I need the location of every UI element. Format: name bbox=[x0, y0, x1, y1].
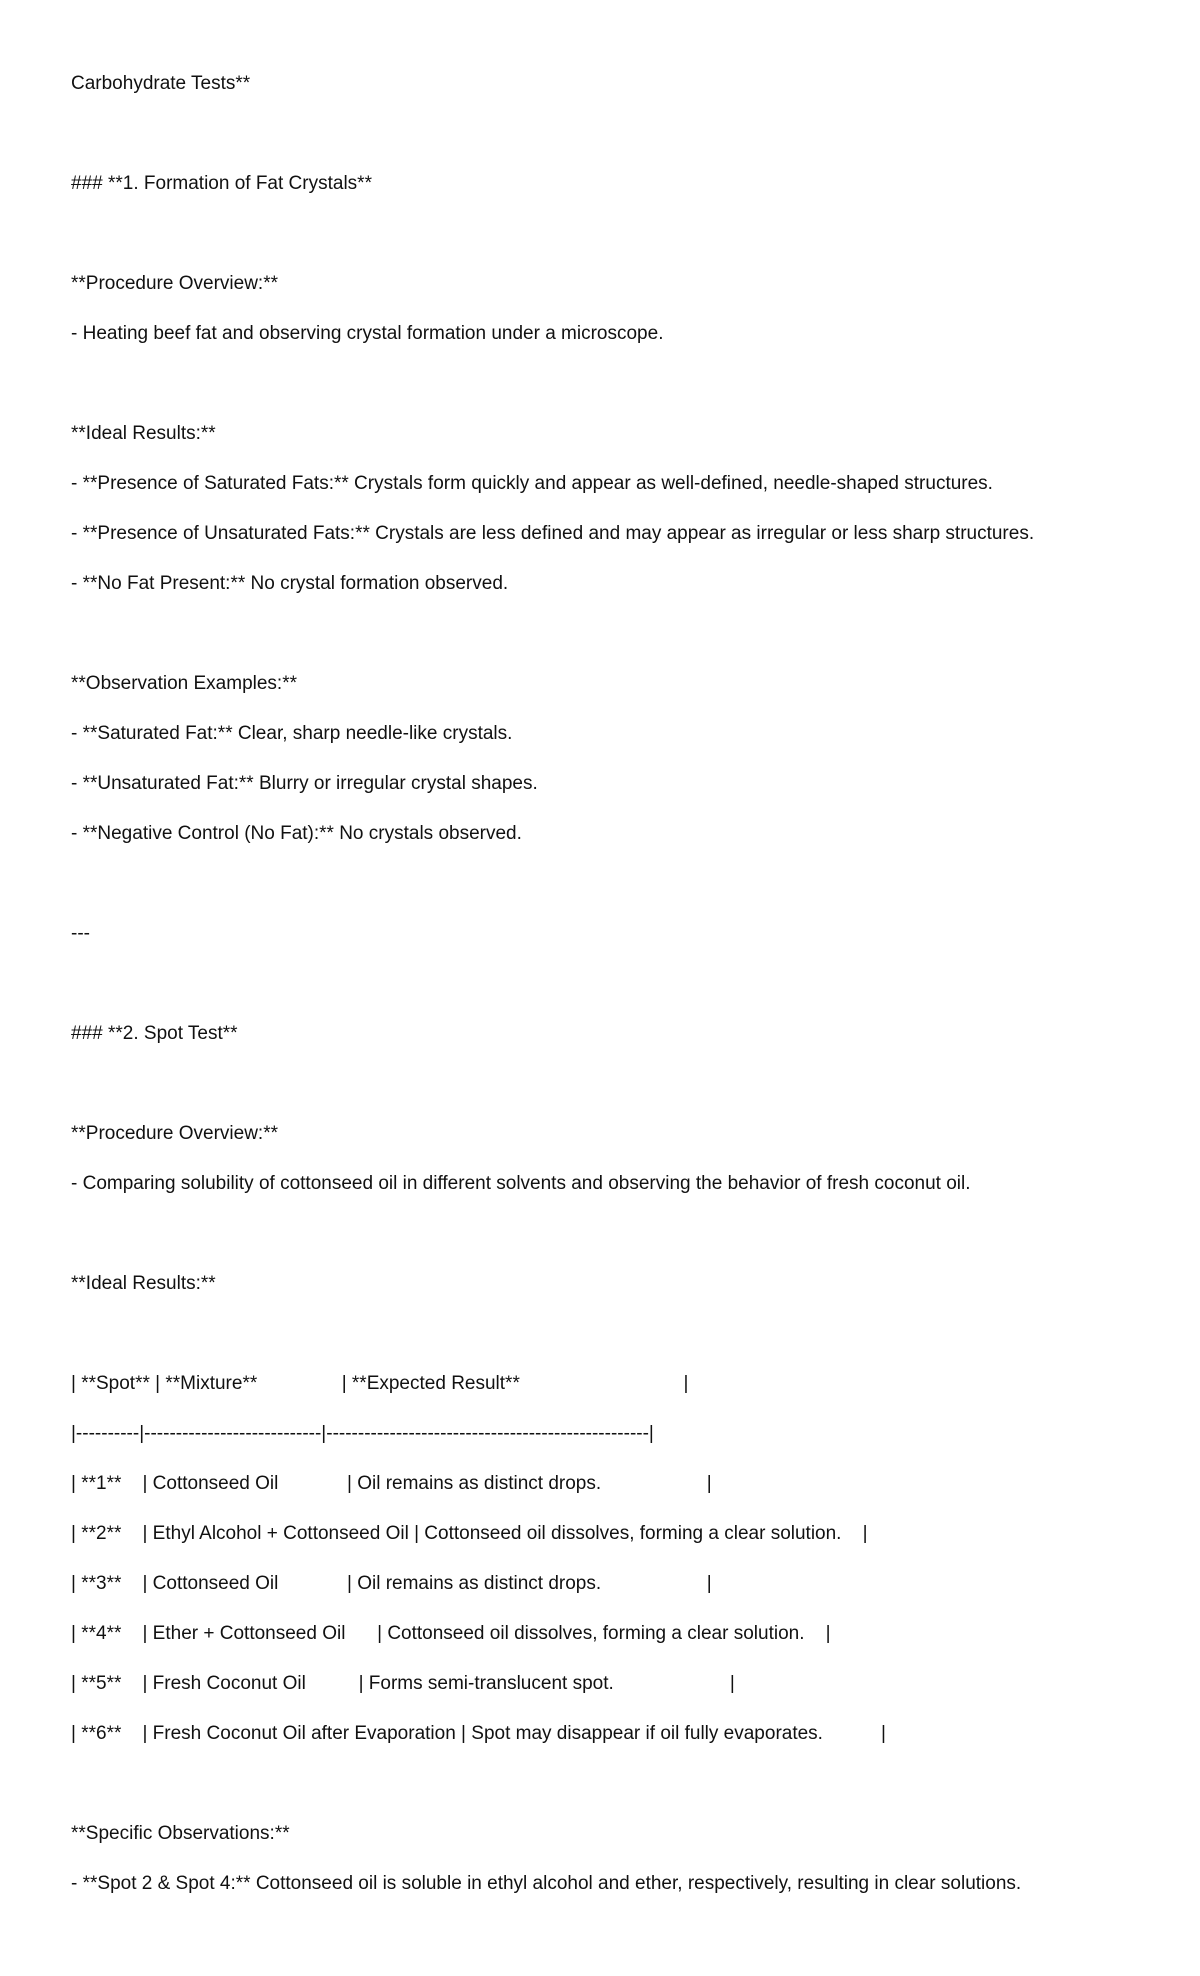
section-1-heading: ### **1. Formation of Fat Crystals** bbox=[71, 173, 372, 194]
table-header-row: | **Spot** | **Mixture** | **Expected Result** | bbox=[71, 1373, 689, 1394]
section-2-heading: ### **2. Spot Test** bbox=[71, 1023, 238, 1044]
procedure-overview-label-1: **Procedure Overview:** bbox=[71, 273, 278, 294]
specific-observation-spot-2-4: - **Spot 2 & Spot 4:** Cottonseed oil is soluble in ethyl alcohol and ether, respectively, resulting in clear solutions. bbox=[71, 1873, 1022, 1894]
result-unsaturated-fats: - **Presence of Unsaturated Fats:** Crystals are less defined and may appear as irregular or less sharp structures. bbox=[71, 523, 1035, 544]
ideal-results-label-1: **Ideal Results:** bbox=[71, 423, 216, 444]
document-title-line: Carbohydrate Tests** bbox=[71, 73, 251, 94]
observation-examples-label: **Observation Examples:** bbox=[71, 673, 297, 694]
table-row-spot-6: | **6** | Fresh Coconut Oil after Evaporation | Spot may disappear if oil fully evaporates. | bbox=[71, 1723, 886, 1744]
table-row-spot-5: | **5** | Fresh Coconut Oil | Forms semi-translucent spot. | bbox=[71, 1673, 735, 1694]
observation-negative-control: - **Negative Control (No Fat):** No crystals observed. bbox=[71, 823, 522, 844]
procedure-overview-label-2: **Procedure Overview:** bbox=[71, 1123, 278, 1144]
horizontal-rule-text: --- bbox=[71, 923, 90, 944]
procedure-overview-text-2: - Comparing solubility of cottonseed oil in different solvents and observing the behavior of fresh coconut oil. bbox=[71, 1173, 971, 1194]
result-no-fat: - **No Fat Present:** No crystal formation observed. bbox=[71, 573, 509, 594]
table-row-spot-4: | **4** | Ether + Cottonseed Oil | Cottonseed oil dissolves, forming a clear solution. | bbox=[71, 1623, 831, 1644]
table-row-spot-3: | **3** | Cottonseed Oil | Oil remains as distinct drops. | bbox=[71, 1573, 712, 1594]
table-row-spot-1: | **1** | Cottonseed Oil | Oil remains as distinct drops. | bbox=[71, 1473, 712, 1494]
observation-saturated-fat: - **Saturated Fat:** Clear, sharp needle-like crystals. bbox=[71, 723, 513, 744]
table-separator-row: |----------|----------------------------|---------------------------------------------------| bbox=[71, 1423, 654, 1444]
procedure-overview-text-1: - Heating beef fat and observing crystal formation under a microscope. bbox=[71, 323, 664, 344]
specific-observations-label: **Specific Observations:** bbox=[71, 1823, 290, 1844]
ideal-results-label-2: **Ideal Results:** bbox=[71, 1273, 216, 1294]
observation-unsaturated-fat: - **Unsaturated Fat:** Blurry or irregular crystal shapes. bbox=[71, 773, 538, 794]
table-row-spot-2: | **2** | Ethyl Alcohol + Cottonseed Oil | Cottonseed oil dissolves, forming a clear solution. | bbox=[71, 1523, 868, 1544]
result-saturated-fats: - **Presence of Saturated Fats:** Crystals form quickly and appear as well-defined, needle-shaped structures. bbox=[71, 473, 993, 494]
